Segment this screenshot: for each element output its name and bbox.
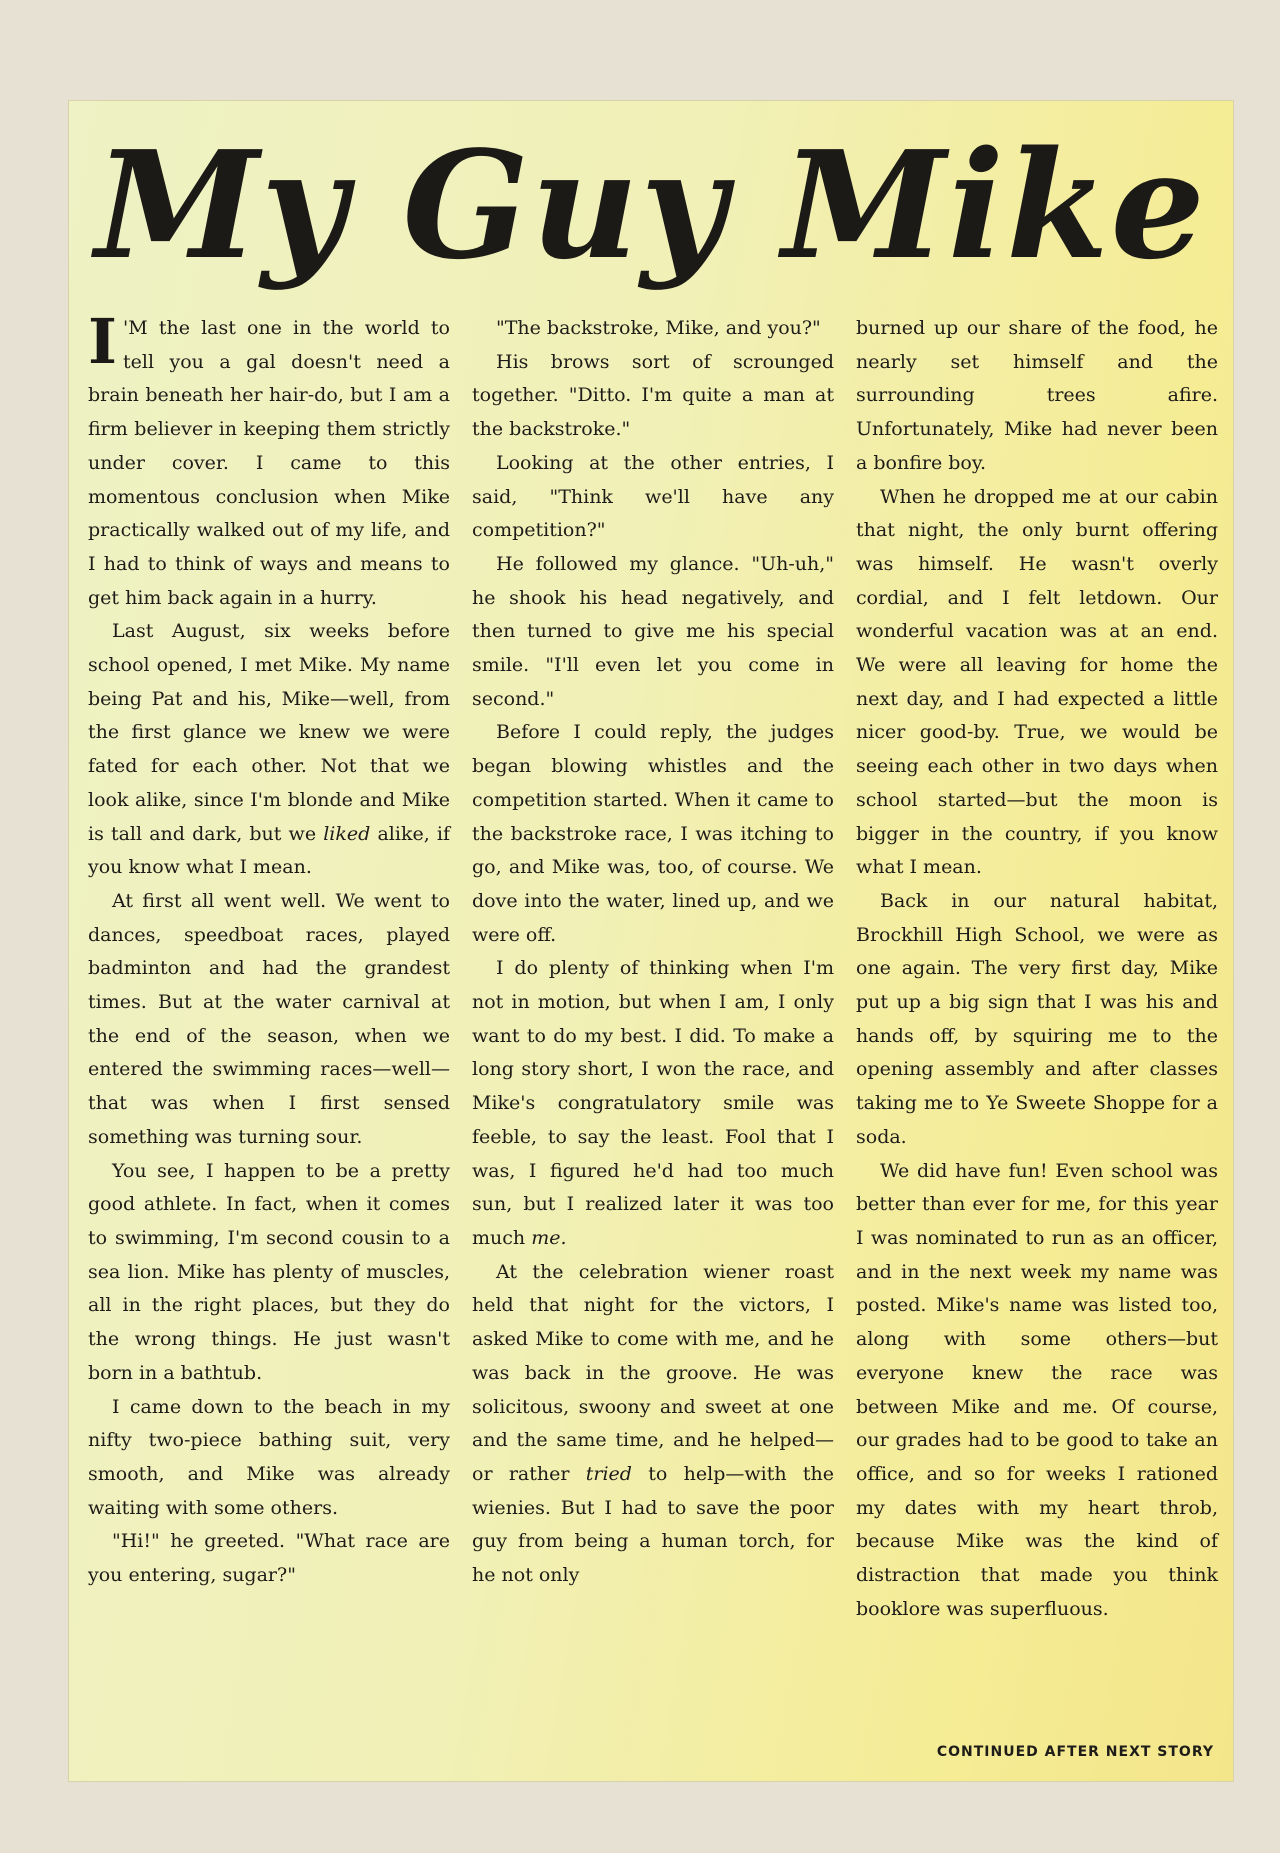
paragraph <box>472 952 834 1255</box>
story-panel <box>68 100 1234 1782</box>
paragraph: At first all went well. We went to dances, speedboat races, played badminton and had the grandest times. But at the water carnival at the end of the season, when we entered the swimming races—well—that was when I first sensed something was turning sour. <box>88 889 450 1148</box>
drop-cap: I <box>88 305 118 378</box>
paragraph: burned up our share of the food, he nearly set himself and the surrounding trees afire. Unfortunately, Mike had never been a bonfire boy. <box>856 317 1218 474</box>
emphasis-text: tried <box>585 1462 632 1485</box>
paragraph: Back in our natural habitat, Brockhill High School, we were as one again. The very first day, Mike put up a big sign that I was his and hands off, by squiring me to the opening assembly and after classes taking me to Ye Sweete Shoppe for a soda. <box>856 889 1218 1148</box>
story-columns <box>88 305 1218 1732</box>
column-3 <box>856 312 1218 1732</box>
emphasis-text: me. <box>531 1226 567 1249</box>
paragraph-text: 'M the last one in the world to tell you a gal doesn't need a brain beneath her hair-do, but I am a firm believer in keeping them strictly under cover. I came to this momentous conclusion when Mike practically walked out of my life, and I had to think of ways and means to get him back again in a hurry. <box>88 317 450 609</box>
emphasis-text: liked <box>323 822 371 845</box>
continued-notice: CONTINUED AFTER NEXT STORY <box>936 1744 1214 1760</box>
paragraph-text: to help—with the wienies. But I had to save the poor guy from being a human torch, for he not only <box>472 1462 834 1587</box>
paragraph <box>472 1256 834 1593</box>
paragraph-text: I do plenty of thinking when I'm not in motion, but when I am, I only want to do my best. I did. To make a long story short, I won the race, and Mike's congratulatory smile was feeble, to say the least. Fool that I was, I figured he'd had too much sun, but I realized later it was too much <box>472 957 834 1249</box>
paragraph: Looking at the other entries, I said, "Think we'll have any competition?" <box>472 451 834 542</box>
column-2 <box>472 312 834 1732</box>
paragraph: He followed my glance. "Uh-uh," he shook his head negatively, and then turned to give me his special smile. "I'll even let you come in second." <box>472 552 834 710</box>
paragraph-text: At the celebration wiener roast held that night for the victors, I asked Mike to come with me, and he was back in the groove. He was solicitous, swoony and sweet at one and the same time, and he helped—or rather <box>472 1260 834 1485</box>
paragraph: I came down to the beach in my nifty two-piece bathing suit, very smooth, and Mike was already waiting with some others. <box>88 1395 450 1519</box>
paragraph: We did have fun! Even school was better than ever for me, for this year I was nominated to run as an officer, and in the next week my name was posted. Mike's name was listed too, along with some others—but everyone knew the race was between Mike and me. Of course, our grades had to be good to take an office, and so for weeks I rationed my dates with my heart throb, because Mike was the kind of distraction that made you think booklore was superfluous. <box>856 1159 1218 1620</box>
column-1 <box>88 305 451 1732</box>
paragraph: When he dropped me at our cabin that night, the only burnt offering was himself. He wasn't overly cordial, and I felt letdown. Our wonderful vacation was at an end. We were all leaving for home the next day, and I had expected a little nicer good-by. True, we would be seeing each other in two days when school started—but the moon is bigger in the country, if you know what I mean. <box>856 485 1218 879</box>
paragraph-text: alike, if you know what I mean. <box>88 822 451 879</box>
paragraph: "The backstroke, Mike, and you?" <box>496 317 821 339</box>
paragraph <box>88 305 450 615</box>
story-title: My Guy Mike <box>95 118 1207 292</box>
paragraph: Before I could reply, the judges began blowing whistles and the competition started. When it came to the backstroke race, I was itching to go, and Mike was, too, of course. We dove into the water, lined up, and we were off. <box>472 721 834 946</box>
paragraph <box>88 615 450 885</box>
paragraph: His brows sort of scrounged together. "Ditto. I'm quite a man at the backstroke." <box>472 350 834 441</box>
paragraph-text: Last August, six weeks before school opened, I met Mike. My name being Pat and his, Mike—well, from the first glance we knew we were fated for each other. Not that we look alike, since I'm blonde and Mike is tall and dark, but we <box>88 620 450 845</box>
paragraph: You see, I happen to be a pretty good athlete. In fact, when it comes to swimming, I'm second cousin to a sea lion. Mike has plenty of muscles, all in the right places, but they do the wrong things. He just wasn't born in a bathtub. <box>88 1159 450 1384</box>
paragraph: "Hi!" he greeted. "What race are you entering, sugar?" <box>88 1530 450 1587</box>
